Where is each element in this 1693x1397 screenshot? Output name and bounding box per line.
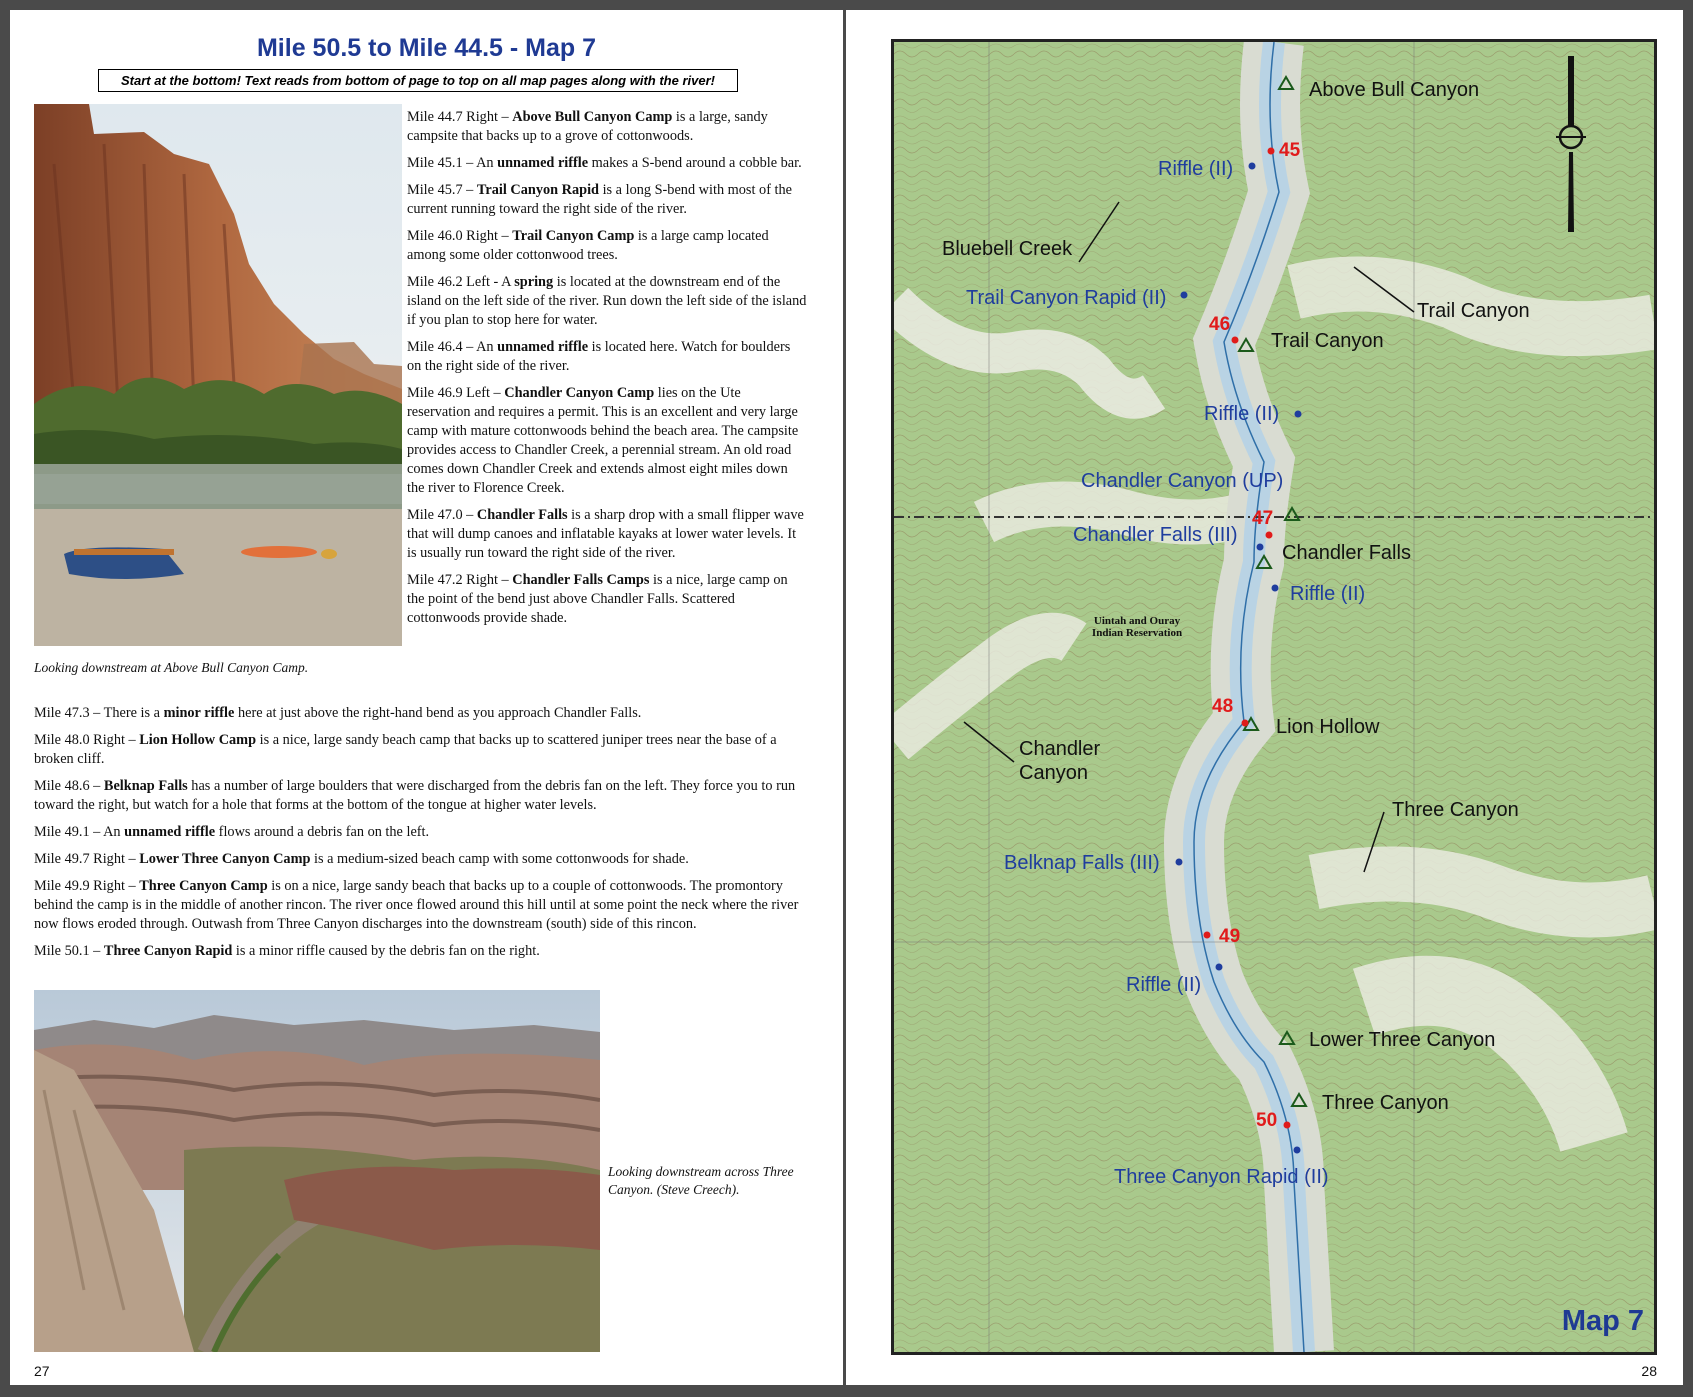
entry-mile-49-9: Mile 49.9 Right – Three Canyon Camp is on a nice, large sandy beach that backs up to a couple of cottonwoods. The promontory behind the camp is in the middle of another rincon. The river once flowed around this hill until at some point the neck where the river now flows eroded through. Outwash from Three Canyon discharges into the downstream (south) side of this rincon. bbox=[34, 878, 799, 932]
entry-mile-45-7: Mile 45.7 – Trail Canyon Rapid is a long S-bend with most of the current running toward the right side of the river. bbox=[407, 182, 792, 217]
entry-mile-50-1: Mile 50.1 – Three Canyon Rapid is a minor riffle caused by the debris fan on the right. bbox=[34, 943, 540, 959]
photo1-caption: Looking downstream at Above Bull Canyon Camp. bbox=[34, 660, 309, 675]
page-number-right: 28 bbox=[1641, 1363, 1657, 1379]
label-three-canyon-side: Three Canyon bbox=[1392, 799, 1519, 821]
label-lower-three-canyon: Lower Three Canyon bbox=[1309, 1029, 1496, 1051]
mile-marker-49: 49 bbox=[1219, 926, 1241, 947]
label-chandler-canyon-up: Chandler Canyon (UP) bbox=[1081, 470, 1284, 492]
entry-mile-47-0: Mile 47.0 – Chandler Falls is a sharp drop with a small flipper wave that will dump canoes and inflatable kayaks at lower water levels. It is usually run toward the right side of the river. bbox=[407, 507, 804, 561]
mile-marker-45: 45 bbox=[1279, 140, 1301, 161]
photo-three-canyon bbox=[34, 990, 600, 1352]
label-three-canyon-camp: Three Canyon bbox=[1322, 1092, 1449, 1114]
label-riffle-49: Riffle (II) bbox=[1126, 974, 1202, 996]
label-chandler-falls-camp: Chandler Falls bbox=[1282, 542, 1411, 564]
entry-mile-46-4: Mile 46.4 – An unnamed riffle is located here. Watch for boulders on the right side of the river. bbox=[407, 339, 791, 374]
entry-mile-46-0: Mile 46.0 Right – Trail Canyon Camp is a large camp located among some older cottonwood trees. bbox=[407, 228, 769, 263]
label-bluebell-creek: Bluebell Creek bbox=[942, 238, 1073, 260]
label-three-canyon-rapid: Three Canyon Rapid (II) bbox=[1114, 1166, 1329, 1188]
entry-mile-47-2: Mile 47.2 Right – Chandler Falls Camps is a nice, large camp on the point of the bend just above Chandler Falls. Scattered cottonwoods provide shade. bbox=[407, 572, 788, 626]
page-title: Mile 50.5 to Mile 44.5 - Map 7 bbox=[256, 34, 596, 62]
label-belknap-falls: Belknap Falls (III) bbox=[1004, 852, 1160, 874]
left-page bbox=[10, 10, 843, 1385]
photo2-caption: Looking downstream across Three Canyon. (Steve Creech). bbox=[608, 1164, 794, 1197]
label-trail-canyon-side: Trail Canyon bbox=[1417, 300, 1530, 322]
reading-notice: Start at the bottom! Text reads from bottom of page to top on all map pages along with the river! bbox=[98, 69, 738, 92]
mile-marker-47: 47 bbox=[1252, 508, 1274, 529]
page-number-left: 27 bbox=[34, 1363, 50, 1379]
label-riffle-45: Riffle (II) bbox=[1158, 158, 1234, 180]
label-riffle-46: Riffle (II) bbox=[1204, 403, 1280, 425]
right-page bbox=[846, 10, 1683, 1385]
entry-mile-48-6: Mile 48.6 – Belknap Falls has a number of large boulders that were discharged from the debris fan on the left. They force you to run toward the right, but watch for a hole that forms at the bottom of the tongue at higher water levels. bbox=[34, 778, 796, 813]
entry-mile-45-1: Mile 45.1 – An unnamed riffle makes a S-bend around a cobble bar. bbox=[407, 155, 802, 171]
label-lion-hollow: Lion Hollow bbox=[1276, 716, 1380, 738]
label-trail-canyon-rapid: Trail Canyon Rapid (II) bbox=[966, 287, 1167, 309]
label-riffle-47: Riffle (II) bbox=[1290, 583, 1366, 605]
entry-mile-46-2: Mile 46.2 Left - A spring is located at the downstream end of the island on the left side of the river. Run down the left side of the island if you plan to stop here for water. bbox=[407, 274, 807, 328]
label-above-bull-canyon: Above Bull Canyon bbox=[1309, 79, 1480, 101]
label-canyon: Canyon bbox=[1019, 762, 1088, 784]
photo-three-canyon-image bbox=[34, 990, 600, 1352]
mile-marker-48: 48 bbox=[1212, 696, 1234, 717]
label-trail-canyon-camp: Trail Canyon bbox=[1271, 330, 1384, 352]
entry-mile-49-7: Mile 49.7 Right – Lower Three Canyon Camp is a medium-sized beach camp with some cottonwoods for shade. bbox=[34, 851, 689, 867]
topographic-map bbox=[891, 39, 1657, 1355]
entry-mile-48-0: Mile 48.0 Right – Lion Hollow Camp is a nice, large sandy beach camp that backs up to scattered juniper trees near the base of a broken cliff. bbox=[34, 732, 777, 767]
label-reservation: Uintah and Ouray Indian Reservation bbox=[1091, 615, 1183, 639]
map-title: Map 7 bbox=[1561, 1305, 1644, 1337]
label-chandler: Chandler bbox=[1019, 738, 1101, 760]
entry-mile-49-1: Mile 49.1 – An unnamed riffle flows around a debris fan on the left. bbox=[34, 824, 430, 840]
mile-marker-50: 50 bbox=[1256, 1110, 1278, 1131]
mile-entries-top bbox=[407, 108, 807, 636]
label-chandler-falls-rapid: Chandler Falls (III) bbox=[1073, 524, 1238, 546]
photo-above-bull-canyon bbox=[34, 104, 402, 646]
entry-mile-46-9: Mile 46.9 Left – Chandler Canyon Camp lies on the Ute reservation and requires a permit. This is an excellent and very large camp with mature cottonwoods behind the beach area. The campsite provides access to Chandler Creek, a perennial stream. An old road comes down Chandler Creek and extends almost eight miles down the river to Florence Creek. bbox=[407, 385, 799, 496]
mile-marker-46: 46 bbox=[1209, 314, 1231, 335]
mile-entries-bottom bbox=[34, 704, 806, 969]
entry-mile-44-7: Mile 44.7 Right – Above Bull Canyon Camp is a large, sandy campsite that backs up to a grove of cottonwoods. bbox=[407, 109, 768, 144]
entry-mile-47-3: Mile 47.3 – There is a minor riffle here at just above the right-hand bend as you approach Chandler Falls. bbox=[34, 705, 642, 721]
photo-above-bull-canyon-image bbox=[34, 104, 402, 646]
